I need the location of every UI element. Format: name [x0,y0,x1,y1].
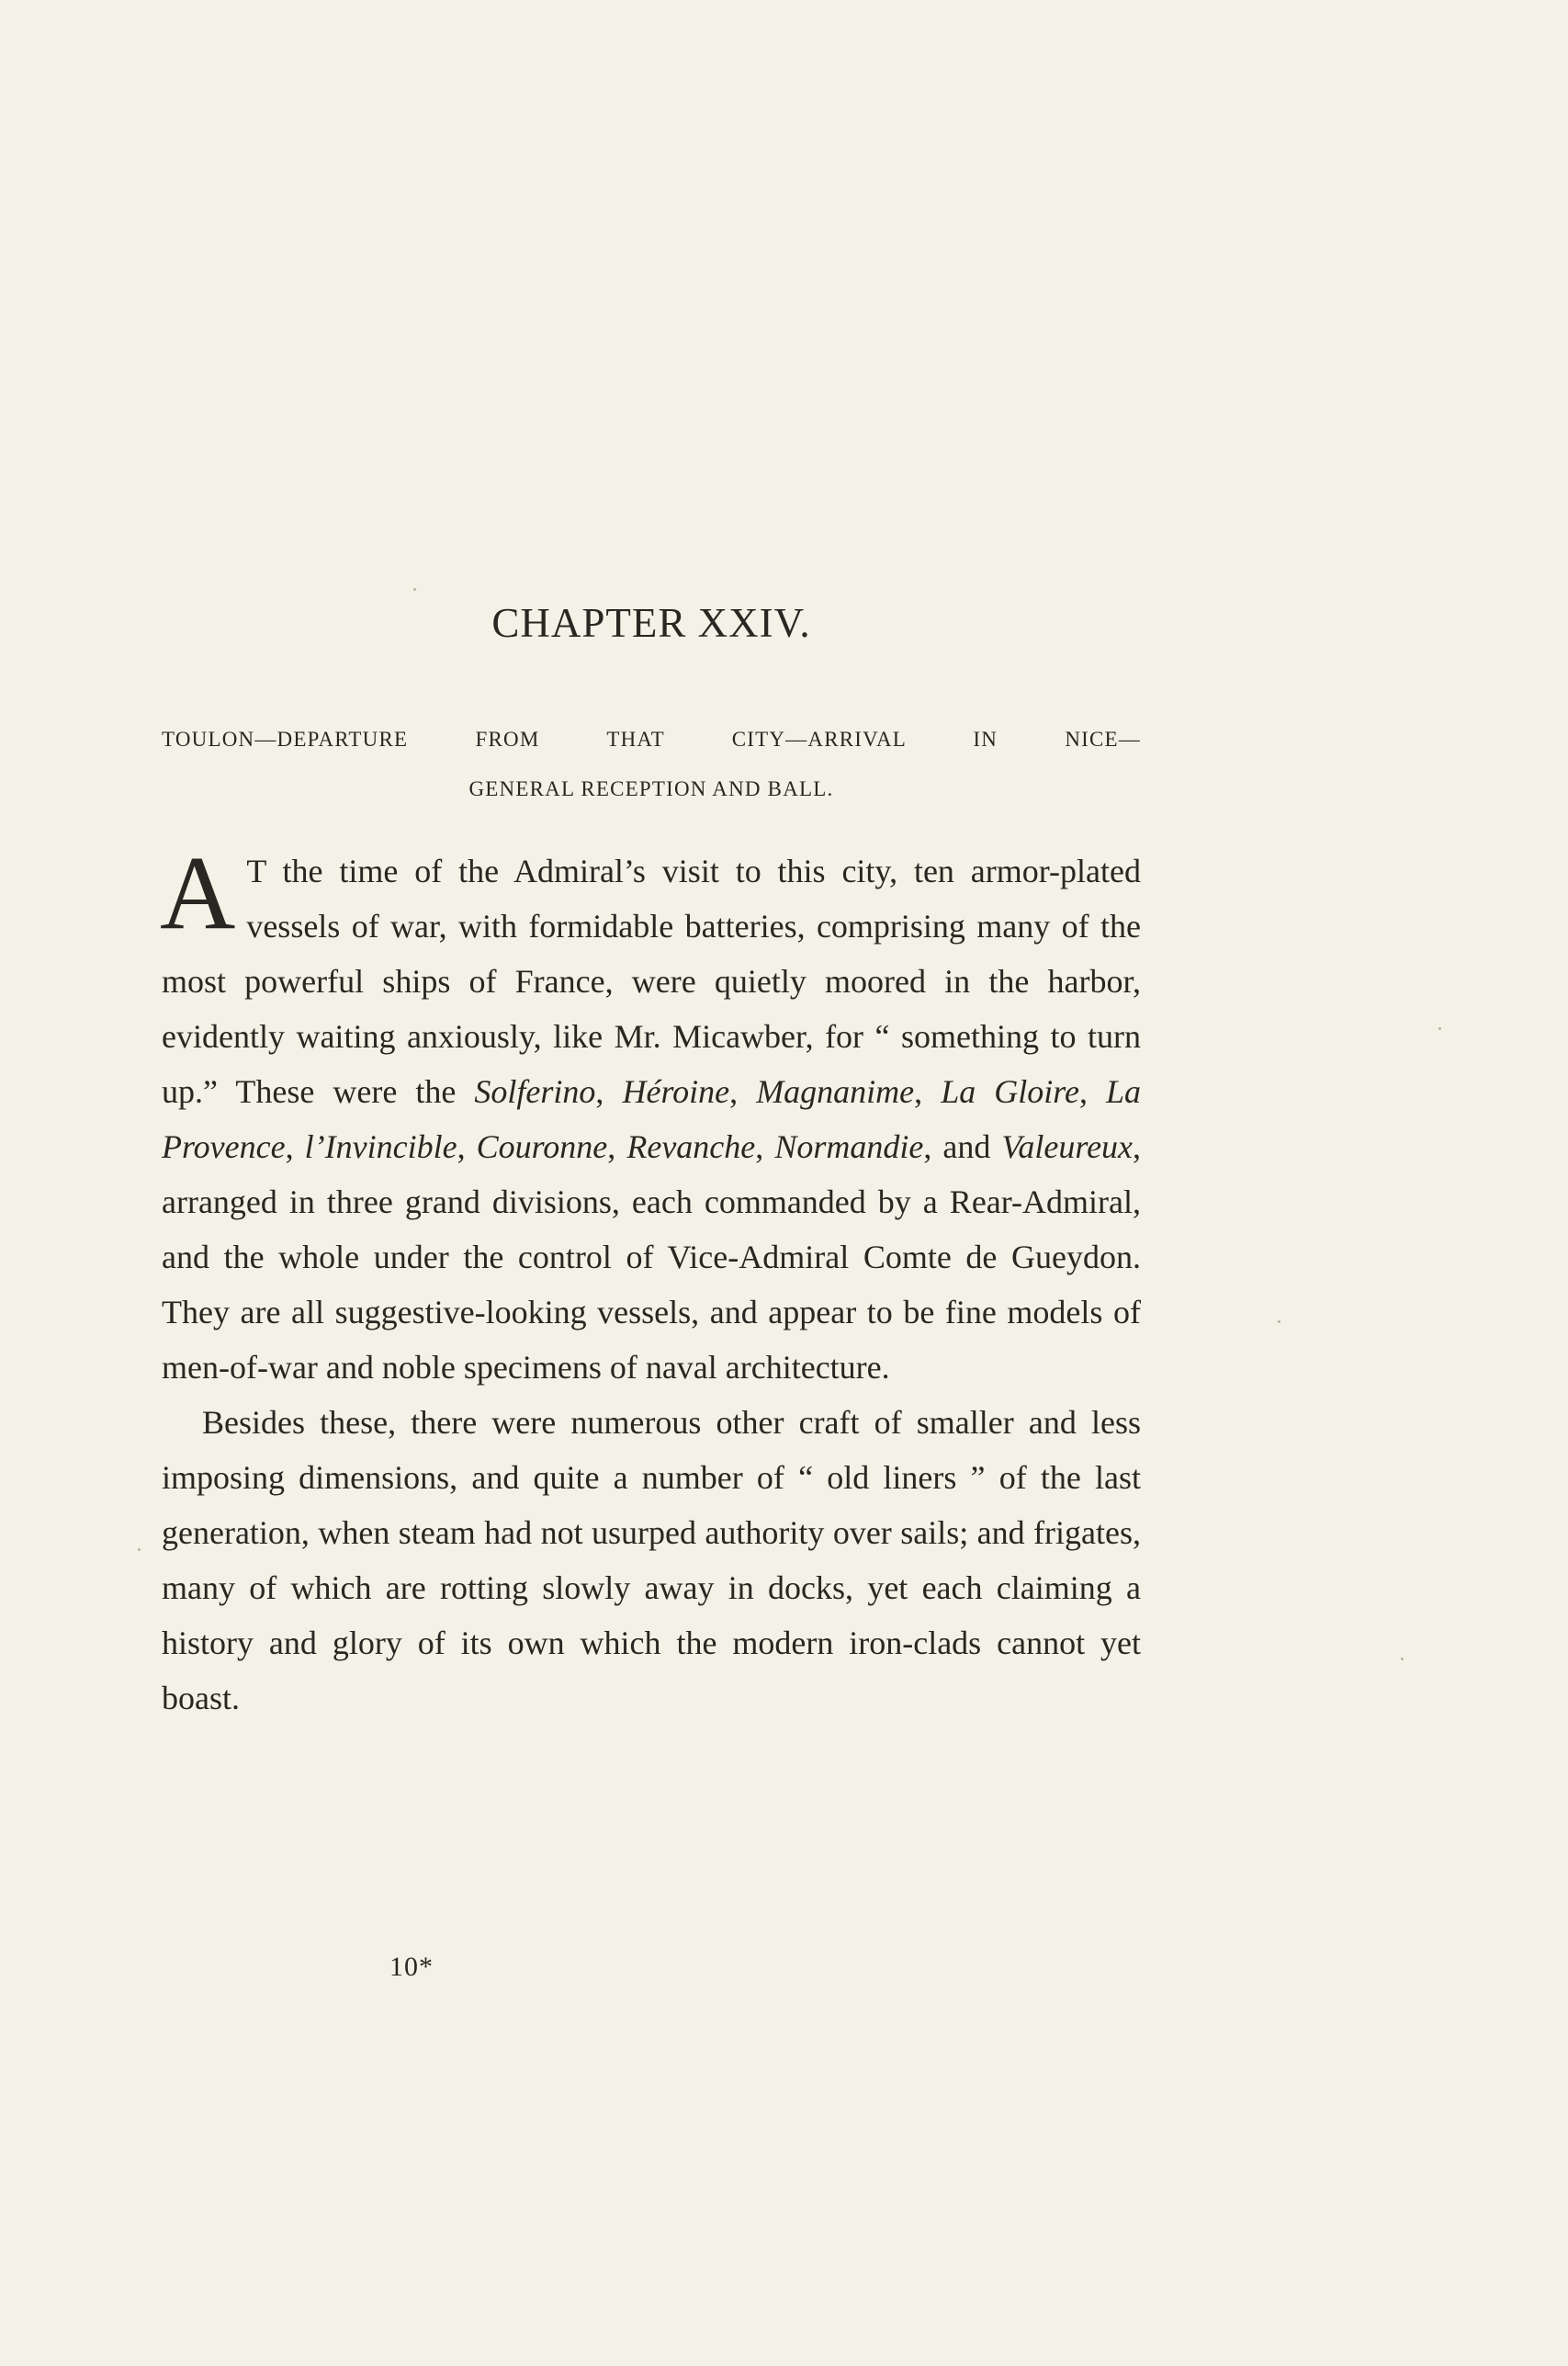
paper-speck [413,588,416,591]
ship-name: Revanche [626,1128,756,1165]
ship-name: Valeureux [1001,1128,1134,1165]
ship-name: Solferino [474,1073,596,1110]
paragraph-text: T the time of the Admiral’s visit to this city, ten armor-plated vessels of war, with formidable batteries, comprising many of the most powerful ships of France, were quietly moored in the harbor, evidently waiting anxiously, like Mr. Micawber, for “ something to turn up.” These were the [162,853,1141,1110]
chapter-summary [162,715,1141,814]
drop-cap: A [160,834,236,951]
ship-name: La Gloire [941,1073,1079,1110]
chapter-title: CHAPTER XXIV. [491,600,811,646]
ship-name: Magnanime [756,1073,915,1110]
paragraph: Besides these, there were numerous other craft of smaller and less imposing dimensions, and quite a number of “ old liners ” of the last generation, when steam had not usurped authority over sails; and frigates, many of which are rotting slowly away in docks, yet each claiming a history and glory of its own which the modern iron-clads cannot yet boast. [162,1404,1141,1716]
ship-name: Héroine [622,1073,730,1110]
ship-name: Normandie [774,1128,924,1165]
paper-speck [1401,1658,1404,1660]
paragraph-text: , arranged in three grand divisions, each commanded by a Rear-Admiral, and the whole under the control of Vice-Admiral Comte de Gueydon. They are all suggestive-looking vessels, and appear to be fine models of men-of-war and noble specimens of naval architecture. [162,1128,1142,1386]
chapter-summary-line: TOULON—DEPARTURE FROM THAT CITY—ARRIVAL IN NICE— [162,728,1141,751]
paper-speck [138,1548,141,1551]
ship-name: l’Invincible [304,1128,457,1165]
ship-name: La Provence [162,1073,1142,1165]
ship-name: Couronne [476,1128,608,1165]
paper-speck [1278,1320,1280,1323]
paper-speck [1438,1027,1441,1030]
signature-mark: 10* [389,1952,434,1982]
chapter-body [160,834,1142,1726]
chapter-summary-line: GENERAL RECEPTION AND BALL. [468,777,834,800]
paragraph: A T the time of the Admiral’s visit to this city, ten armor-plated vessels of war, with formidable batteries, comprising many of the most powerful ships of France, were quietly moored in the harbor, evidently waiting anxiously, like Mr. Micawber, for “ something to turn up.” These were the Solferino, Héroine, Magnanime, La Gloire, La Provence, l’Invincible, Couronne, Revanche, Normandie, and Valeureux, arranged in three grand divisions, each commanded by a Rear-Admiral, and the whole under the control of Vice-Admiral Comte de Gueydon. They are all suggestive-looking vessels, and appear to be fine models of men-of-war and noble specimens of naval architecture. [160,834,1142,1386]
